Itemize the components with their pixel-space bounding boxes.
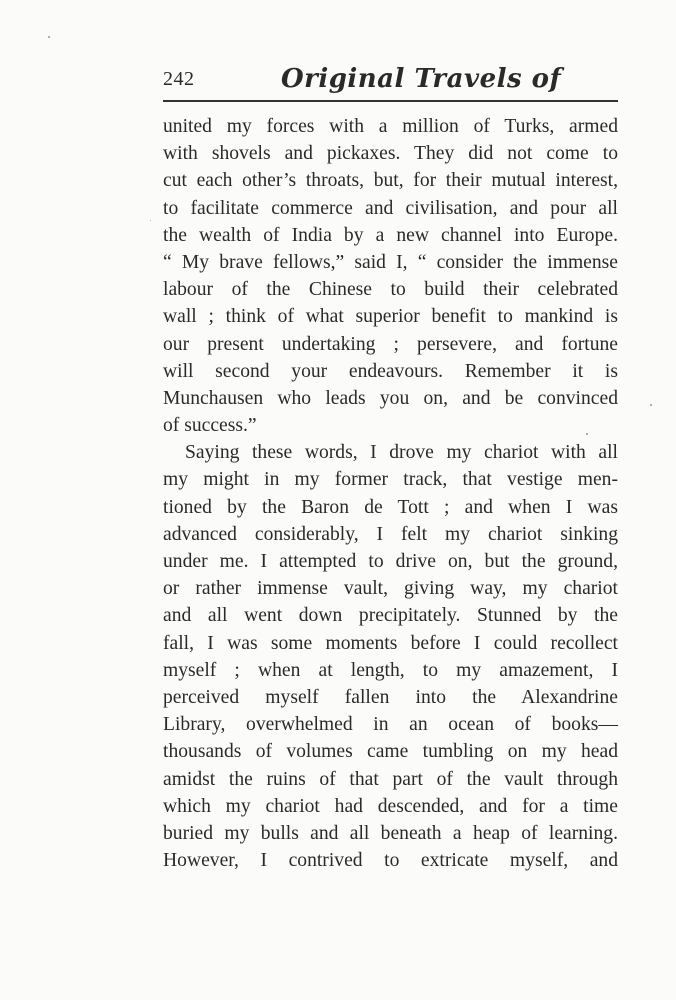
text-line: will second your endeavours. Remember it is — [163, 360, 618, 382]
paper-speck — [650, 404, 652, 406]
text-line: with shovels and pickaxes. They did not come to — [163, 143, 618, 165]
text-line: under me. I attempted to drive on, but the ground, — [163, 551, 618, 572]
page-header — [163, 66, 618, 98]
text-line: to facilitate commerce and civilisation, and pour all — [163, 197, 618, 219]
paper-speck — [48, 36, 50, 38]
page-number: 242 — [163, 68, 195, 90]
text-line: labour of the Chinese to build their celebrated — [163, 279, 618, 301]
text-line: Library, overwhelmed in an ocean of books— — [163, 714, 618, 736]
text-line: amidst the ruins of that part of the vault through — [163, 768, 618, 790]
body-text — [163, 113, 618, 874]
paper-speck — [586, 433, 588, 435]
text-line: fall, I was some moments before I could recollect — [163, 632, 618, 654]
running-title: Original Travels of — [281, 64, 562, 94]
paper-speck — [150, 220, 151, 221]
text-line: wall ; think of what superior benefit to mankind is — [163, 306, 618, 328]
text-line: or rather immense vault, giving way, my chariot — [163, 578, 618, 600]
text-line: united my forces with a million of Turks, armed — [163, 116, 618, 137]
text-line: the wealth of India by a new channel into Europe. — [163, 224, 618, 246]
text-line: Munchausen who leads you on, and be convinced — [163, 387, 618, 409]
text-line: perceived myself fallen into the Alexandrine — [163, 686, 618, 708]
text-line: thousands of volumes came tumbling on my head — [163, 741, 618, 763]
paragraph — [163, 113, 618, 439]
text-line: which my chariot had descended, and for a time — [163, 795, 618, 817]
text-line: buried my bulls and all beneath a heap of learning. — [163, 822, 618, 844]
text-line: advanced considerably, I felt my chariot sinking — [163, 523, 618, 545]
text-line: cut each other’s throats, but, for their mutual interest, — [163, 170, 618, 192]
text-line: However, I contrived to extricate myself, and — [163, 850, 618, 872]
text-line: and all went down precipitately. Stunned by the — [163, 605, 618, 627]
text-line: Saying these words, I drove my chariot with all — [185, 442, 618, 464]
text-line: “ My brave fellows,” said I, “ consider the immense — [163, 251, 618, 273]
text-line: of success.” — [163, 415, 257, 437]
text-line: our present undertaking ; persevere, and fortune — [163, 333, 618, 355]
text-line: myself ; when at length, to my amazement, I — [163, 659, 618, 681]
paragraph — [163, 439, 618, 874]
text-line: tioned by the Baron de Tott ; and when I was — [163, 496, 618, 518]
header-rule — [163, 100, 618, 102]
text-line: my might in my former track, that vestige men- — [163, 469, 618, 491]
